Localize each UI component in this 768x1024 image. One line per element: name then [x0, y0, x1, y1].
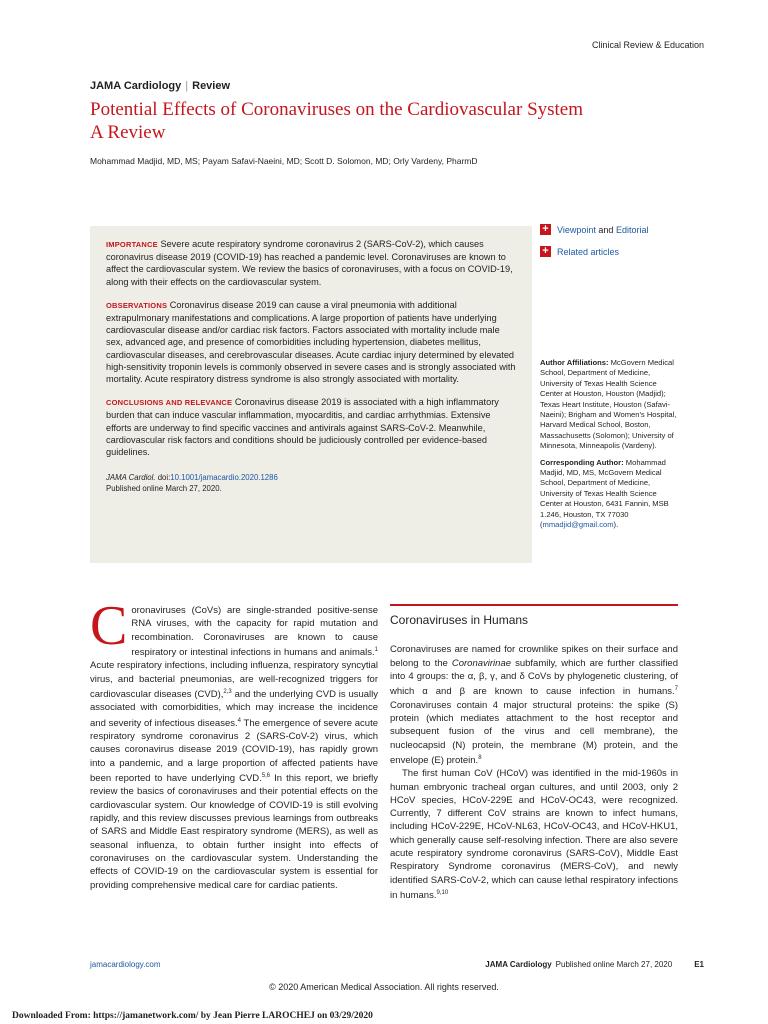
- viewpoint-editorial-row: [540, 224, 648, 235]
- abstract-box: [90, 226, 532, 563]
- doi-link[interactable]: 10.1001/jamacardio.2020.1286: [170, 473, 278, 483]
- section-label: Clinical Review & Education: [591, 40, 704, 50]
- author-list: Mohammad Madjid, MD, MS; Payam Safavi-Naeini, MD; Scott D. Solomon, MD; Orly Vardeny, PharmD: [90, 156, 478, 166]
- corresponding-text: Mohammad Madjid, MD, MS, McGovern Medical School, Department of Medicine, University of Texas Health Science Center at Houston, 6431 Fannin, MSB 1.246, Houston, TX 77030: [540, 457, 669, 519]
- and-text: and: [598, 224, 614, 235]
- email-link[interactable]: mmadjid@gmail.com: [542, 520, 614, 530]
- section-rule: [390, 604, 678, 606]
- body-text: In this report, we briefly review the basics of coronaviruses and their potential effects on the cardiovascular system. Our knowledge of COVID-19 is still evolving rapidly, and this review discusses previous learnings from outbreaks of SARS and Middle East respiratory syndrome (MERS), as well as seasonal influenza, to obtain further insight into effects of coronaviruses on the cardiovascular system. Understanding the effects of COVID-19 on the cardiovascular system is essential for providing comprehensive medical care for cardiac patients.: [90, 773, 378, 891]
- observations-heading: OBSERVATIONS: [106, 300, 168, 310]
- body-text: Acute respiratory infections, including influenza, respiratory syncytial virus, and bacterial pneumonias, are well-recognized triggers for cardiovascular diseases (CVD),: [90, 660, 378, 701]
- page-number: E1: [694, 960, 704, 969]
- download-notice: Downloaded From: https://jamanetwork.com/ by Jean Pierre LAROCHEJ on 03/29/2020: [12, 1011, 373, 1021]
- author-affiliations: Author Affiliations: McGovern Medical School, Department of Medicine, University of Texas Health Science Center at Houston, Houston (Madjid); Texas Heart Institute, Houston (Safavi-Naeini); Brigham and Women's Hospital, Harvard Medical School, Boston, Massachusetts (Solomon); University of Minnesota, Minneapolis (Vardeny). Corresponding Author: Mohammad Madjid, MD, MS, McGovern Medical School, Department of Medicine, University of Texas Health Science Center at Houston, 6431 Fannin, MSB 1.246, Houston, TX 77030 (mmadjid@gmail.com).: [540, 358, 677, 530]
- corresponding-heading: Corresponding Author:: [540, 457, 624, 467]
- related-links: [540, 224, 648, 268]
- plus-icon: +: [540, 224, 551, 235]
- footer-journal: JAMA Cardiology: [485, 960, 552, 969]
- body-column-left: [90, 595, 379, 892]
- footer-info: [485, 960, 704, 969]
- title-line-2: A Review: [90, 122, 166, 143]
- citation: [106, 472, 516, 494]
- body-text: The emergence of severe acute respiratory syndrome coronavirus 2 (SARS-CoV-2) virus, which causes coronavirus disease 2019 (COVID-19), has rapidly grown into a pandemic, and a large proportion of affected patients have been reported to have underlying CVD.: [90, 717, 378, 785]
- related-articles-link[interactable]: Related articles: [557, 246, 620, 257]
- ref-sup: 1: [374, 646, 378, 653]
- affiliations-heading: Author Affiliations:: [540, 358, 609, 367]
- plus-icon: +: [540, 246, 551, 257]
- drop-cap: C: [90, 595, 128, 657]
- observations-text: Coronavirus disease 2019 can cause a viral pneumonia with additional extrapulmonary manifestations and complications. A large proportion of patients have underlying cardiovascular disease and/or cardiac risk factors. Factors associated with mortality include male sex, advanced age, and presence of comorbidities including hypertension, diabetes mellitus, cardiovascular diseases, and cerebrovascular diseases. Acute cardiac injury determined by elevated high-sensitivity troponin levels is commonly observed in severe cases and is strongly associated with mortality. Acute respiratory distress syndrome is also strongly associated with mortality.: [106, 299, 516, 385]
- body-text: and the underlying CVD is usually associated with comorbidities, which may increase the incidence and severity of infectious diseases.: [90, 689, 379, 729]
- title-line-1: Potential Effects of Coronaviruses on the Cardiovascular System: [90, 99, 584, 120]
- importance-heading: IMPORTANCE: [106, 240, 158, 249]
- footer-published: Published online March 27, 2020: [555, 960, 673, 969]
- abstract-observations: [106, 299, 516, 385]
- paragraph: The first human CoV (HCoV) was identified in the mid-1960s in human embryonic tracheal organ cultures, and until 2003, only 2 HCoV species, HCoV-229E and HCoV-OC43, were recognized. Currently, 7 different CoV strains are known to infect humans, including HCoV-229E, HCoV-NL63, HCoV-OC43, and HCoV-HKU1, which generally cause self-resolving infection. There are also severe acute respiratory syndrome coronavirus (SARS-CoV), Middle East Respiratory Syndrome coronavirus (MERS-CoV), and newly identified SARS-CoV-2, which can cause lethal respiratory infections in humans.$^{9,10}$: [390, 768, 678, 902]
- cite-journal: JAMA Cardiol.: [106, 473, 156, 483]
- footer-site-link[interactable]: jamacardiology.com: [90, 960, 161, 969]
- ref-sup: 2,3: [223, 688, 232, 695]
- viewpoint-link[interactable]: Viewpoint: [557, 224, 596, 235]
- related-articles-row: [540, 246, 648, 257]
- abstract-importance: [106, 238, 516, 288]
- article-type: Review: [192, 80, 231, 92]
- journal-name: JAMA Cardiology: [90, 80, 182, 92]
- journal-header: JAMA Cardiology | Review: [90, 80, 231, 92]
- conclusions-text: Coronavirus disease 2019 is associated with a high inflammatory burden that can induce vascular inflammation, myocarditis, and cardiac arrhythmias. Extensive efforts are underway to find specific vaccines and antivirals against SARS-CoV-2. Meanwhile, cardiovascular risk factors and conditions should be judiciously controlled per evidence-based guidelines.: [106, 397, 499, 458]
- paragraph: Coronaviruses are named for crownlike spikes on their surface and belong to the Coronavirinae subfamily, which are further classified into 4 groups: the α, β, γ, and δ CoVs by phylogenetic clustering, of which α and β are known to cause infection in humans.$^7$ Coronaviruses contain 4 major structural proteins: the spike (S) protein (which mediates attachment to the host receptor and subsequent fusion of the virus and cell membrane), the nucleocapsid (N) protein, the membrane (M) protein, and the envelope (E) protein.$^8$: [390, 644, 678, 766]
- affiliations-text: McGovern Medical School, Department of Medicine, University of Texas Health Science Center at Houston, Houston (Madjid); Texas Heart Institute, Houston (Safavi-Naeini); Brigham and Women's Hospital, Harvard Medical School, Boston, Massachusetts (Solomon); University of Minnesota, Minneapolis (Vardeny).: [540, 358, 677, 451]
- cite-doi-label: doi:: [157, 473, 171, 483]
- body-column-right: [390, 604, 678, 902]
- ref-sup: 4: [237, 717, 241, 724]
- section-heading: Coronaviruses in Humans: [390, 613, 529, 627]
- importance-text: Severe acute respiratory syndrome coronavirus 2 (SARS-CoV-2), which causes coronavirus disease 2019 (COVID-19) has reached a pandemic level. Coronaviruses are known to affect the cardiovascular system. We review the basics of coronaviruses, with a focus on COVID-19, along with their effects on the cardiovascular system.: [106, 239, 513, 287]
- ref-sup: 5,6: [261, 773, 271, 780]
- copyright: © 2020 American Medical Association. All rights reserved.: [269, 982, 499, 992]
- abstract-conclusions: [106, 396, 516, 458]
- conclusions-heading: CONCLUSIONS AND RELEVANCE: [106, 398, 233, 408]
- body-text: oronaviruses (CoVs) are single-stranded positive-sense RNA viruses, with the capacity for rapid mutation and recombination. Coronaviruses are known to cause respiratory or intestinal infections in humans and animals.: [131, 605, 378, 659]
- published-date: Published online March 27, 2020.: [106, 484, 222, 494]
- article-title: [90, 98, 583, 144]
- editorial-link[interactable]: Editorial: [615, 224, 649, 235]
